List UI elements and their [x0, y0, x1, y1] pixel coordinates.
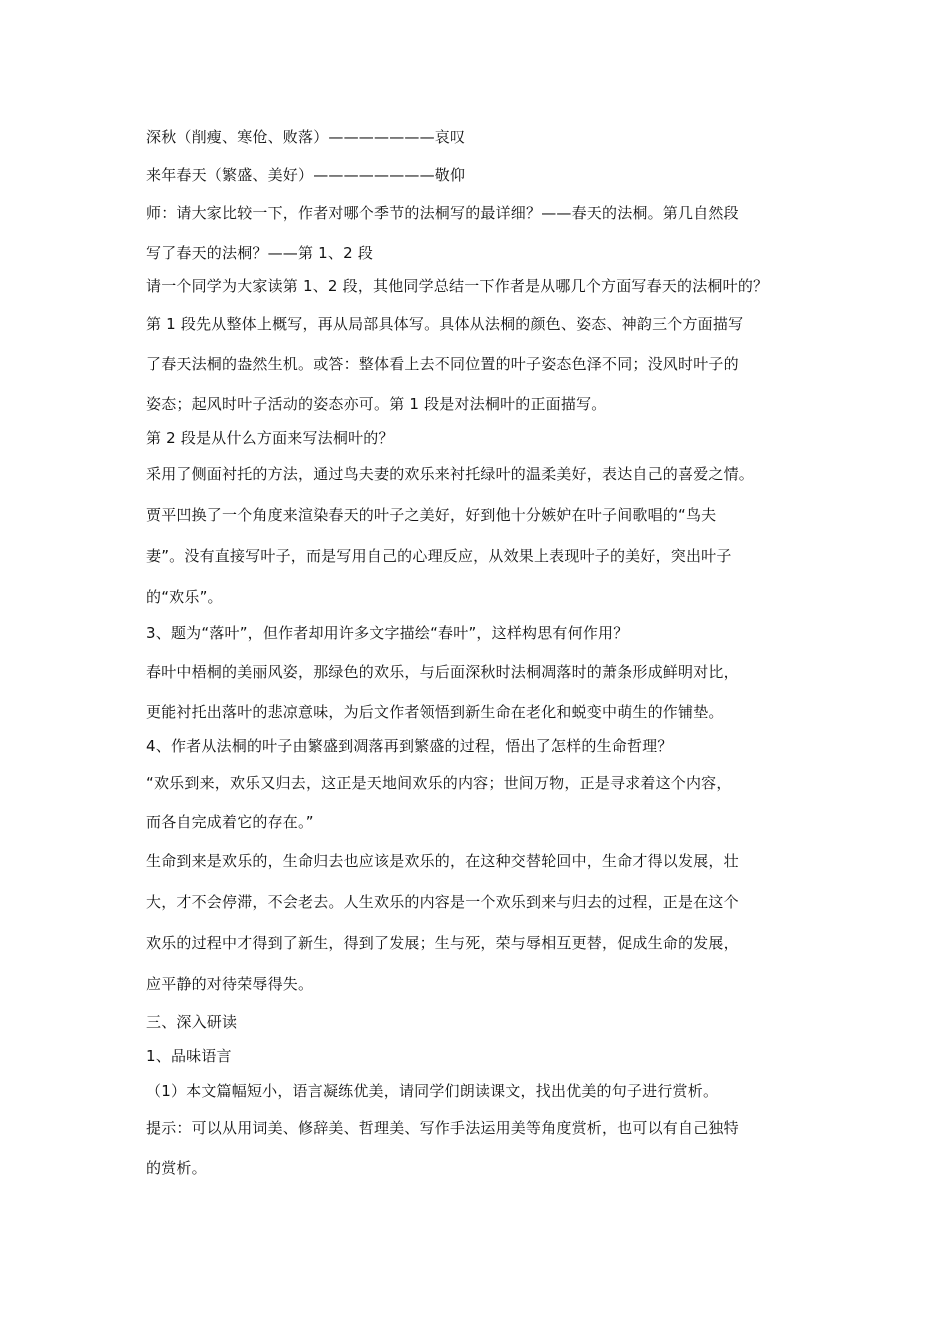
text-line-10: 采用了侧面衬托的方法，通过鸟夫妻的欢乐来衬托绿叶的温柔美好，表达自己的喜爱之情。 [146, 465, 755, 483]
text-line-28: 的赏析。 [146, 1159, 207, 1177]
text-line-27: 提示：可以从用词美、修辞美、哲理美、写作手法运用美等角度赏析，也可以有自己独特 [146, 1119, 739, 1137]
text-line-7: 了春天法桐的盎然生机。或答：整体看上去不同位置的叶子姿态色泽不同；没风时叶子的 [146, 355, 739, 373]
text-line-15: 春叶中梧桐的美丽风姿，那绿色的欢乐，与后面深秋时法桐凋落时的萧条形成鲜明对比， [146, 663, 739, 681]
text-line-11: 贾平凹换了一个角度来渲染春天的叶子之美好，好到他十分嫉妒在叶子间歌唱的“鸟夫 [146, 506, 717, 524]
text-line-22: 欢乐的过程中才得到了新生，得到了发展；生与死，荣与辱相互更替，促成生命的发展， [146, 934, 739, 952]
text-line-8: 姿态；起风时叶子活动的姿态亦可。第 1 段是对法桐叶的正面描写。 [146, 395, 607, 413]
text-line-6: 第 1 段先从整体上概写，再从局部具体写。具体从法桐的颜色、姿态、神韵三个方面描写 [146, 315, 744, 333]
text-line-1: 深秋（削瘦、寒伧、败落）———————哀叹 [146, 128, 466, 146]
text-line-9: 第 2 段是从什么方面来写法桐叶的？ [146, 429, 394, 447]
text-line-21: 大，才不会停滞，不会老去。人生欢乐的内容是一个欢乐到来与归去的过程，正是在这个 [146, 893, 739, 911]
text-line-14: 3、题为“落叶”，但作者却用许多文字描绘“春叶”，这样构思有何作用？ [146, 624, 629, 642]
text-line-19: 而各自完成着它的存在。” [146, 813, 314, 831]
text-line-5: 请一个同学为大家读第 1、2 段，其他同学总结一下作者是从哪几个方面写春天的法桐叶的？ [146, 277, 769, 295]
text-line-26: （1）本文篇幅短小，语言凝练优美，请同学们朗读课文，找出优美的句子进行赏析。 [146, 1082, 719, 1100]
text-line-24: 三、深入研读 [146, 1013, 238, 1031]
text-line-13: 的“欢乐”。 [146, 588, 223, 606]
text-line-18: “欢乐到来，欢乐又归去，这正是天地间欢乐的内容；世间万物，正是寻求着这个内容， [146, 774, 732, 792]
text-line-25: 1、品味语言 [146, 1047, 232, 1065]
text-line-23: 应平静的对待荣辱得失。 [146, 975, 314, 993]
text-line-20: 生命到来是欢乐的，生命归去也应该是欢乐的，在这种交替轮回中，生命才得以发展，壮 [146, 852, 739, 870]
text-line-2: 来年春天（繁盛、美好）————————敬仰 [146, 166, 466, 184]
text-line-12: 妻”。没有直接写叶子，而是写用自己的心理反应，从效果上表现叶子的美好，突出叶子 [146, 547, 732, 565]
text-line-3: 师：请大家比较一下，作者对哪个季节的法桐写的最详细？——春天的法桐。第几自然段 [146, 204, 739, 222]
text-line-16: 更能衬托出落叶的悲凉意味，为后文作者领悟到新生命在老化和蜕变中萌生的作铺垫。 [146, 703, 724, 721]
text-line-4: 写了春天的法桐？——第 1、2 段 [146, 244, 374, 262]
text-line-17: 4、作者从法桐的叶子由繁盛到凋落再到繁盛的过程，悟出了怎样的生命哲理？ [146, 737, 673, 755]
